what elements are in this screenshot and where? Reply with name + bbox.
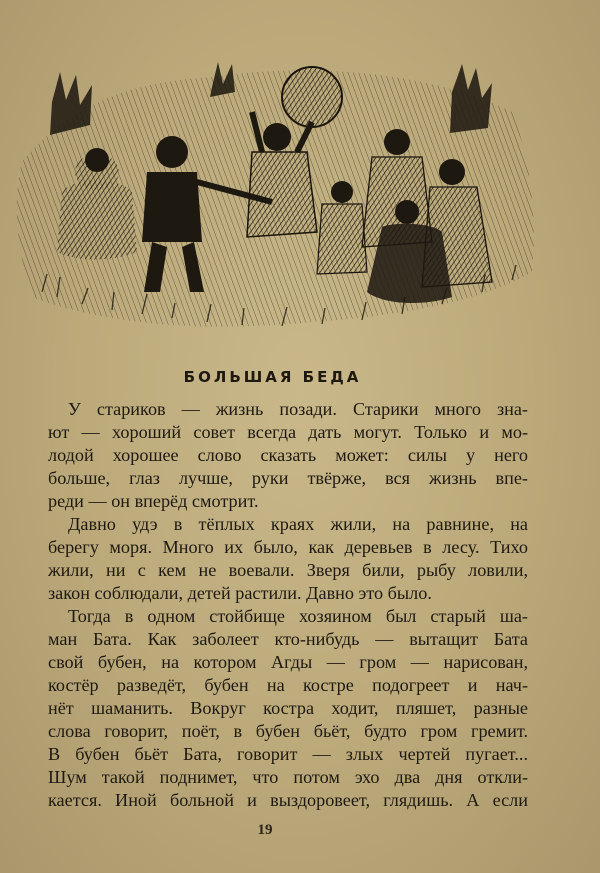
text-line: жили, ни с кем не воевали. Зверя били, рыбу ловили,	[48, 560, 528, 580]
chapter-title: БОЛЬШАЯ БЕДА	[183, 368, 362, 386]
text-line: реди — он вперёд смотрит.	[48, 491, 259, 511]
text-line: ют — хороший совет всегда дать могут. Только и мо-	[48, 422, 528, 442]
text-line: берегу моря. Много их было, как деревьев в лесу. Тихо	[48, 537, 528, 557]
text-line: лодой хорошее слово сказать может: силы у него	[48, 445, 528, 465]
text-line: слова говорит, поёт, в бубен бьёт, будто гром гремит.	[48, 721, 528, 741]
body-text	[48, 398, 528, 812]
text-line: закон соблюдали, детей растили. Давно это было.	[48, 583, 432, 603]
text-line: свой бубен, на котором Агды — гром — нарисован,	[48, 652, 528, 672]
text-line: костёр разведёт, бубен на костре подогреет и нач-	[48, 675, 528, 695]
text-line: Шум такой поднимет, что потом эхо два дня откли-	[48, 767, 528, 787]
text-line: Давно удэ в тёплых краях жили, на равнине, на	[68, 514, 528, 534]
text-line: ман Бата. Как заболеет кто-нибудь — вытащит Бата	[48, 629, 528, 649]
text-line: Тогда в одном стойбище хозяином был старый ша-	[68, 606, 528, 626]
text-line: У стариков — жизнь позади. Старики много зна-	[68, 399, 528, 419]
text-line: больше, глаз лучше, руки твёрже, вся жизнь впе-	[48, 468, 528, 488]
shaman-dance-illustration	[12, 42, 547, 342]
text-line: кается. Иной больной и выздоровеет, глядишь. А если	[48, 790, 528, 810]
page-number: 19	[257, 822, 273, 838]
text-line: нёт шаманить. Вокруг костра ходит, пляшет, разные	[48, 698, 528, 718]
text-line: В бубен бьёт Бата, говорит — злых чертей пугает...	[48, 744, 528, 764]
